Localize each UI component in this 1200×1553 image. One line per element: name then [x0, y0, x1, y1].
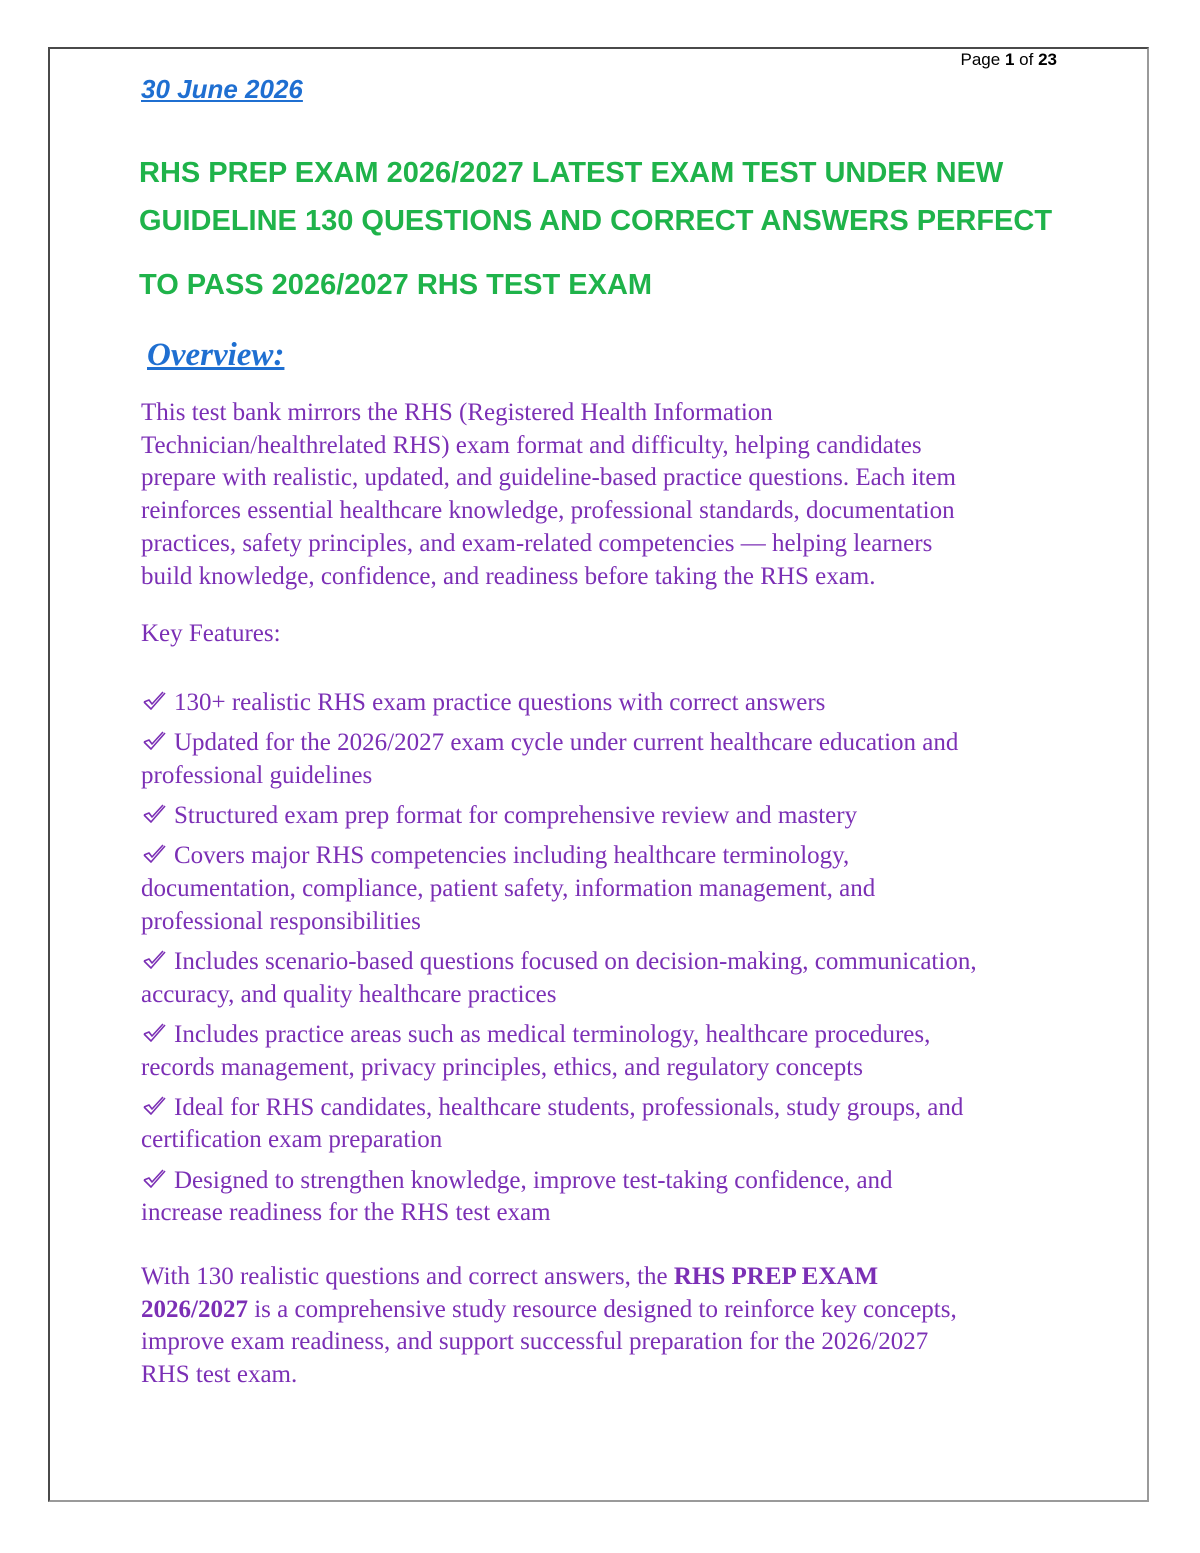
- feature-item: Updated for the 2026/2027 exam cycle under current healthcare education and professional guidelines: [141, 729, 959, 789]
- check-mark-icon: [141, 690, 168, 712]
- check-mark-icon: [141, 803, 168, 825]
- feature-item: Includes scenario-based questions focused on decision-making, communication, accuracy, and quality healthcare practices: [141, 947, 977, 1008]
- feature-item: Structured exam prep format for comprehensive review and mastery: [141, 800, 1071, 833]
- overview-heading: Overview:: [147, 337, 285, 373]
- check-mark-icon: [141, 1168, 168, 1190]
- page-number: Page 1 of 23: [960, 50, 1057, 69]
- key-features-list: [141, 687, 1071, 1238]
- document-title: [139, 157, 1099, 317]
- check-mark-icon: [141, 1095, 168, 1117]
- feature-item: Covers major RHS competencies including healthcare terminology, documentation, compliance, patient safety, information management, and professional responsibilities: [141, 842, 876, 935]
- feature-item: Ideal for RHS candidates, healthcare students, professionals, study groups, and certification exam preparation: [141, 1093, 964, 1154]
- conclusion-paragraph: With 130 realistic questions and correct answers, the RHS PREP EXAM 2026/2027 is a comprehensive study resource designed to reinforce key concepts, improve exam readiness, and support successful preparation for the 2026/2027 RHS test exam.: [141, 1263, 957, 1389]
- title-line: GUIDELINE 130 QUESTIONS AND CORRECT ANSWERS PERFECT: [139, 205, 1053, 237]
- check-mark-icon: [141, 1022, 168, 1044]
- feature-item: Designed to strengthen knowledge, improve test-taking confidence, and increase readiness for the RHS test exam: [141, 1166, 893, 1227]
- feature-item: Includes practice areas such as medical terminology, healthcare procedures, records management, privacy principles, ethics, and regulatory concepts: [141, 1020, 931, 1081]
- document-date: 30 June 2026: [141, 74, 303, 104]
- key-features-label: Key Features:: [141, 620, 281, 647]
- check-mark-icon: [141, 730, 168, 752]
- title-line: RHS PREP EXAM 2026/2027 LATEST EXAM TEST UNDER NEW: [139, 157, 1004, 189]
- title-line: TO PASS 2026/2027 RHS TEST EXAM: [139, 269, 653, 301]
- overview-paragraph: This test bank mirrors the RHS (Registered Health Information Technician/healthrelated RHS) exam format and difficulty, helping candidates prepare with realistic, updated, and guideline-based practice questions. Each item reinforces essential healthcare knowledge, professional standards, documentation practices, safety principles, and exam-related competencies — helping learners build knowledge, confidence, and readiness before taking the RHS exam.: [141, 399, 956, 590]
- check-mark-icon: [141, 949, 168, 971]
- feature-item: 130+ realistic RHS exam practice questions with correct answers: [141, 687, 1071, 720]
- check-mark-icon: [141, 843, 168, 865]
